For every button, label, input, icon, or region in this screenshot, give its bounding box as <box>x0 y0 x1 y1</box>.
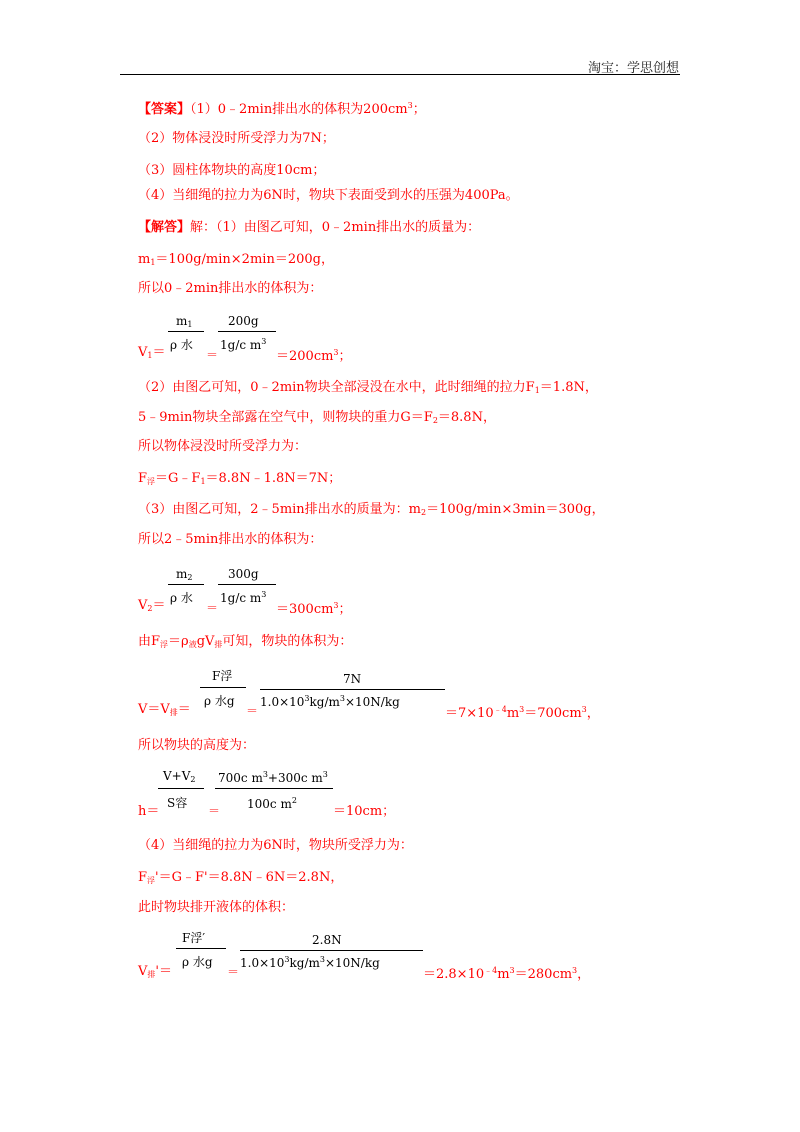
solution-p4a: （4）当细绳的拉力为6N时，物块所受浮力为： <box>138 838 413 853</box>
h-frac1-numerator: $V+V_2$ <box>163 769 196 784</box>
solution-p2a: （2）由图乙可知，0﹣2min物块全部浸没在水中，此时细绳的拉力$F_1=1.8N$， <box>138 380 598 395</box>
v1-frac1-numerator: $m_1$ <box>176 314 193 329</box>
vol-frac1-denominator: ρ 水g <box>204 694 235 708</box>
v2-frac1-bar <box>168 584 204 585</box>
vp-lhs: $V_排'=$ <box>138 964 172 979</box>
h-frac1-bar <box>158 788 204 789</box>
solution-s1: 所以0﹣2min排出水的体积为： <box>138 281 323 296</box>
solution-p2c: 所以物体浸没时所受浮力为： <box>138 439 308 454</box>
v1-frac2-denominator: 1g/c $m^3$ <box>220 337 267 352</box>
h-frac2-bar <box>215 788 333 789</box>
v2-frac1-denominator: ρ 水 <box>170 591 193 605</box>
v1-equals: ＝ <box>206 348 219 362</box>
vol-frac1-numerator: F浮 <box>212 669 233 683</box>
solution-p3b: 所以2﹣5min排出水的体积为： <box>138 532 323 547</box>
solution-intro: 【解答】解：（1）由图乙可知，0﹣2min排出水的质量为： <box>138 220 481 235</box>
solution-p3a: （3）由图乙可知，2﹣5min排出水的质量为：$m_2=100g/\min\times 3\min=300g$， <box>138 502 605 517</box>
h-lhs: h＝ <box>138 804 160 819</box>
vp-frac2-denominator: $1.0\times 10^3kg/m^3\times 10N/kg$ <box>240 955 380 970</box>
vp-frac2-numerator: 2.8N <box>312 933 342 947</box>
answer-line-3: （3）圆柱体物块的高度10cm； <box>138 163 326 178</box>
answer-line-2: （2）物体浸没时所受浮力为7N； <box>138 131 335 146</box>
vol-result: $=7\times 10^{﹣4}m^3=700cm^3$， <box>445 705 600 721</box>
solution-p3c: 由$F_浮=\rho_液gV_排$可知，物块的体积为： <box>138 634 353 649</box>
solution-p2d: $F_浮=G﹣F_1=8.8N﹣1.8N=7N$； <box>138 471 342 486</box>
vol-frac2-numerator: 7N <box>343 672 362 686</box>
v2-lhs: $V_2=$ <box>138 598 166 613</box>
vp-result: $=2.8\times 10^{﹣4}m^3=280cm^3$， <box>423 966 591 982</box>
vol-frac2-bar <box>260 689 445 690</box>
v1-frac2-numerator: 200g <box>228 314 259 328</box>
answer-line-4: （4）当细绳的拉力为6N时，物块下表面受到水的压强为400Pa。 <box>138 188 519 203</box>
vp-frac1-numerator: F浮′ <box>182 931 206 945</box>
vol-equals: ＝ <box>246 704 259 718</box>
solution-m1: $m_1=100g/\min\times 2\min=200g$， <box>138 252 334 267</box>
v1-lhs: $V_1=$ <box>138 345 166 360</box>
v1-result: $=200cm^3$； <box>276 348 352 364</box>
header-rule <box>120 74 680 75</box>
h-frac1-denominator: S容 <box>167 796 188 810</box>
solution-p2b: 5﹣9min物块全部露在空气中，则物块的重力$G=F_2=8.8N$， <box>138 410 496 425</box>
h-equals: ＝ <box>208 804 221 818</box>
solution-p3d: 所以物块的高度为： <box>138 738 256 753</box>
v1-frac1-denominator: ρ 水 <box>170 338 193 352</box>
solution-p4c: 此时物块排开液体的体积： <box>138 900 295 915</box>
v2-frac1-numerator: $m_2$ <box>176 567 193 582</box>
v2-frac2-bar <box>218 584 276 585</box>
vp-frac1-bar <box>176 948 226 949</box>
v2-result: $=300cm^3$； <box>276 601 352 617</box>
v2-frac2-numerator: 300g <box>228 567 259 581</box>
vol-lhs: $V=V_排=$ <box>138 702 191 717</box>
header-shop-name: 淘宝：学思创想 <box>588 61 680 76</box>
v2-frac2-denominator: 1g/c $m^3$ <box>220 590 267 605</box>
h-frac2-denominator: 100c $m^2$ <box>247 796 297 811</box>
answer-line-1: 【答案】（1）0﹣2min排出水的体积为$200cm^3$； <box>138 101 426 117</box>
vol-frac2-denominator: $1.0\times 10^3kg/m^3\times 10N/kg$ <box>260 694 400 709</box>
vol-frac1-bar <box>200 687 246 688</box>
vp-equals: ＝ <box>227 965 240 979</box>
answer-label: 【答案】 <box>138 102 191 117</box>
h-frac2-numerator: 700c $m^3+300c$ $m^3$ <box>218 770 328 785</box>
vp-frac2-bar <box>240 950 423 951</box>
h-result: ＝10cm； <box>333 804 396 819</box>
v2-equals: ＝ <box>206 601 219 615</box>
solution-p4b: $F_浮'=G﹣F'=8.8N﹣6N=2.8N$， <box>138 870 344 885</box>
v1-frac2-bar <box>218 331 276 332</box>
solution-label: 【解答】 <box>138 220 191 235</box>
vp-frac1-denominator: ρ 水g <box>182 955 213 969</box>
v1-frac1-bar <box>168 331 204 332</box>
